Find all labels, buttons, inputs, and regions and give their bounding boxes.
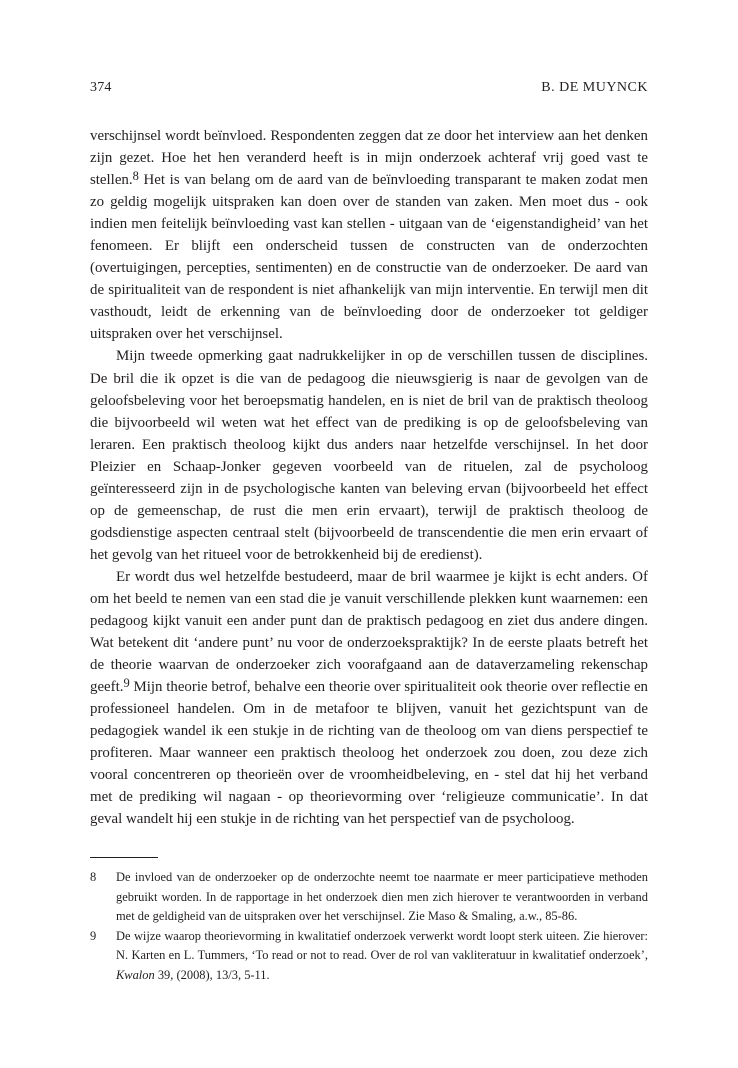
paragraph-1 [90,125,648,345]
footnote-ref-9[interactable]: 9 [123,676,130,691]
footnote-number: 9 [90,928,97,943]
paragraph-1-part-b: Het is van belang om de aard van de beïnvloeding transparant te maken zodat men zo geldig mogelijk uitspraken kan doen over de standen van zaken. Men moet dus - ook indien men feitelijk beïnvloeding vast kan stellen - uitgaan van de ‘eigenstandigheid’ van het fenomeen. Er blijft een onderscheid tussen de constructen van de onderzochten (overtuigingen, percepties, sentimenten) en de constructie van de onderzoeker. De aard van de spiritualiteit van de respondent is niet afhankelijk van mijn interventie. En terwijl men dit vasthoudt, leidt de erkenning van de beïnvloeding door de onderzoeker tot geldiger uitspraken over het verschijnsel. [90,172,648,343]
footnote-number: 8 [90,870,97,884]
paragraph-3 [90,566,648,831]
footnotes [90,868,648,985]
paragraph-2: Mijn tweede opmerking gaat nadrukkelijker in op de verschillen tussen de disciplines. De bril die ik opzet is die van de pedagoog die nieuwsgierig is naar de gevolgen van de geloofsbeleving voor het beroepsmatig handelen, en is niet de bril van de praktisch theoloog die bijvoorbeeld wil weten wat het effect van de prediking is op de geloofsbeleving van leraren. Een praktisch theoloog kijkt dus anders naar hetzelfde verschijnsel. In het door Pleizier en Schaap-Jonker gegeven voorbeeld van de rituelen, zal de psycholoog geïnteresseerd zijn in de psychologische kanten van beleving ervan (bijvoorbeeld het effect op de gemeenschap, de rust die men erin ervaart), terwijl de praktisch theoloog de godsdienstige aspecten centraal stelt (bijvoorbeeld de transcendentie die men erin ervaart of het gevolg van het ritueel voor de betrokkenheid bij de eredienst). [90,348,648,563]
footnote-divider [90,857,158,858]
paragraph-3-part-a: Er wordt dus wel hetzelfde bestudeerd, maar de bril waarmee je kijkt is echt anders. Of om het beeld te nemen van een stad die je vanuit verschillende plekken kunt waarnemen: een pedagoog kijkt vanuit een ander punt dan de praktisch pedagoog en ziet dus andere dingen. Wat betekent dit ‘andere punt’ nu voor de onderzoekspraktijk? In de eerste plaats betreft het de theorie waarvan de onderzoeker zich voorafgaand aan de dataverzameling rekenschap geeft. [90,568,648,696]
paragraph-3-part-b: Mijn theorie betrof, behalve een theorie over spiritualiteit ook theorie over reflectie en professioneel handelen. Om in de metafoor te blijven, vanuit het gezichtspunt van de pedagogiek wandel ik een stukje in de richting van de theoloog om van diens perspectief te profiteren. Maar wanneer een praktisch theoloog het onderzoek zou doen, zou deze zich vooral concentreren op theorieën over de vroomheidbeleving, en - stel dat hij het verband met de prediking wil nagaan - op theorievorming over ‘religieuze communicatie’. In dat geval wandelt hij een stukje in de richting van het perspectief van de psycholoog. [90,679,648,828]
page-number: 374 [90,80,112,95]
footnote-text-before: De wijze waarop theorievorming in kwalitatief onderzoek verwerkt wordt loopt sterk uiteen. Zie hierover: N. Karten en L. Tummers, ‘To read or not to read. Over de rol van vakliteratuur in kwalitatief onderzoek’, [116,928,648,962]
footnote-9 [90,927,648,986]
footnote-journal-title: Kwalon [116,967,155,982]
footnote-text: De invloed van de onderzoeker op de onderzochte neemt toe naarmate er meer participatieve methoden gebruikt worden. In de rapportage in het onderzoek dien men zich hierover te verantwoorden in verband met de geldigheid van de uitspraken over het verschijnsel. Zie Maso & Smaling, a.w., 85-86. [116,870,648,923]
footnote-8 [90,868,648,927]
body-text [90,125,648,831]
footnote-ref-8[interactable]: 8 [132,169,139,184]
running-head-author: B. DE MUYNCK [541,80,648,95]
footnote-text-after: 39, (2008), 13/3, 5-11. [154,967,270,982]
paragraph-1-part-a: verschijnsel wordt beïnvloed. Respondenten zeggen dat ze door het interview aan het denken zijn gezet. Hoe het hen veranderd heeft is in mijn onderzoek achteraf vrij goed vast te stellen. [90,128,648,189]
